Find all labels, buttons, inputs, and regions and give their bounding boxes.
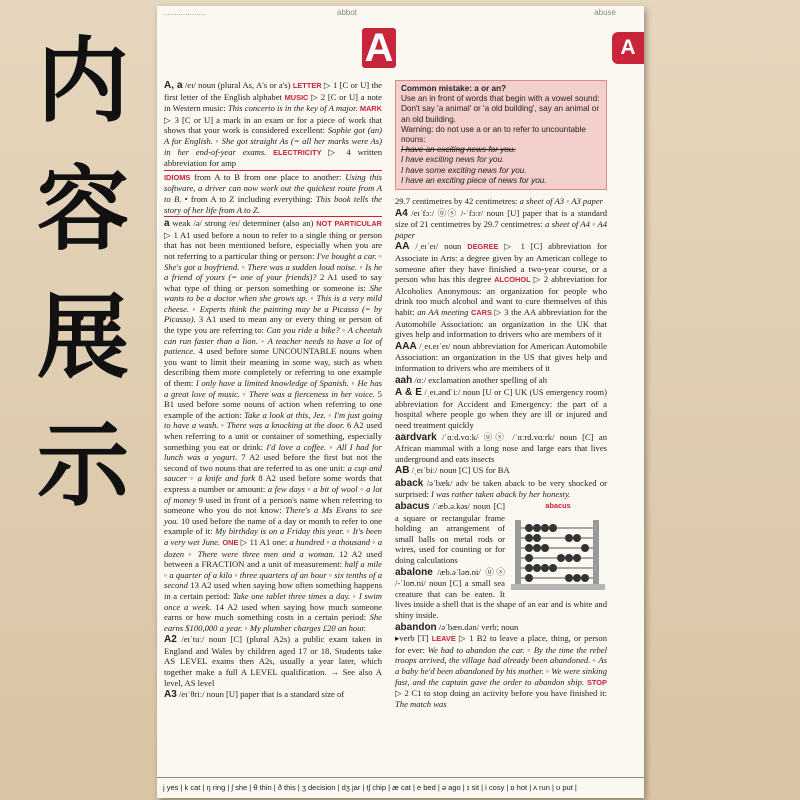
definition-text: 2 A1 used to say what type of thing or person something or someone is: [164, 272, 382, 293]
correct-example: I have an exciting piece of news for you. [401, 175, 547, 185]
entry-a-determiner [164, 218, 382, 633]
headword: a [164, 218, 170, 230]
example-text: Can you ride a bike? ◦ A cheetah can run faster than a lion. ◦ A teacher needs to have a lot of patience. [164, 325, 382, 357]
definition-text: /ˌeɪ.eɪˈeɪ/ noun abbreviation for American Automobile Association: an organization in the US that gives help and information to drivers who are members of it [395, 340, 607, 373]
abacus-icon [509, 512, 607, 592]
definition-text: ▷ 11 A1 one: [238, 536, 290, 547]
common-mistake-warning: Warning: do not use a or an to refer to uncountable nouns: [401, 124, 586, 145]
definition-text: weak /ə/ strong /eɪ/ determiner (also an) [169, 218, 317, 229]
headword: A & E [395, 387, 422, 399]
definition-text: ▷ 2 abbreviation for Alcoholics Anonymous: an organization for people who drink too much alcohol and want to cure themselves of this habit: [395, 274, 607, 317]
headword: AB [395, 465, 410, 477]
sense-label: ALCOHOL [494, 275, 531, 285]
sense-label: DEGREE [467, 242, 499, 252]
headword: abandon [395, 621, 437, 633]
headword: A4 [395, 207, 408, 219]
entry-aardvark [395, 432, 607, 465]
definition-text: /əˈbæk/ adv be taken aback to be very shocked or surprised: [395, 477, 607, 500]
sense-label: STOP [586, 677, 607, 687]
example-text: half a mile ◦ a quarter of a kilo ◦ three quarters of an hour ◦ six tenths of a second [164, 559, 382, 591]
common-mistake-box [395, 80, 607, 190]
definition-text: ▷ 3 the AA abbreviation for the Automobile Association: an organization in the UK that gives help and information to drivers who are members of it [395, 306, 607, 340]
example-text: a sheet of A3 ◦ A3 paper [519, 196, 603, 207]
sense-label: ELECTRICITY [273, 147, 322, 157]
common-mistake-text: Use an in front of words that begin with a vowel sound: Don't say 'a animal' or 'a old building', say an animal or an old building. [401, 94, 600, 124]
side-caption [28, 18, 138, 530]
example-text: a cup and saucer ◦ a knife and fork [164, 462, 382, 484]
example-text: I've bought a car. ◦ She's got a boyfriend. ◦ There was a sudden loud noise. ◦ Is he a friend of yours (= one of your friends)? [164, 250, 382, 283]
example-text: Take one tablet three times a day. ◦ I swim once a week. [164, 590, 383, 612]
definition-text: /ɑː/ exclamation another spelling of ah [412, 374, 548, 385]
definition-text: 5 B1 used before some nouns of action when referring to one example of the action: [164, 388, 382, 420]
example-text: My birthday is on a Friday this year. ◦ It's been a very wet June. [164, 526, 382, 547]
example-text: This book tells the story of her life from A to Z. [164, 193, 382, 215]
correct-example: I have exciting news for you. [401, 155, 505, 165]
example-text: I'd love a coffee. ◦ All I had for lunch was a yogurt. [164, 441, 382, 463]
example-text: I only have a limited knowledge of Spanish. ◦ He has a great love of music. ◦ There was a fierceness in her voice. [164, 378, 382, 399]
side-caption-char: 内 [36, 28, 129, 135]
section-letter: A [362, 28, 396, 68]
side-caption-char: 示 [36, 412, 129, 519]
example-text: The match was [395, 698, 447, 709]
definition-text: /ˈɑːd.vɑːk/ ⓤⓢ /ˈɑːrd.vɑːrk/ noun [C] an African mammal with a long nose and large ears that lives underground and eats insects [395, 431, 607, 464]
definition-text: ▷ 2 [C or U] a note in Western music: [164, 91, 382, 114]
definition-text: 6 A2 used when referring to a unit or container of something, especially something you eat or drink: [164, 420, 383, 452]
headword: abalone [395, 566, 433, 578]
sense-label: LETTER [292, 81, 322, 90]
definition-text: from A to B from one place to another: [190, 171, 346, 182]
entry-A [164, 80, 382, 169]
definition-text: /əˈbæn.dən/ verb; noun [436, 621, 519, 632]
headword: aback [395, 477, 424, 489]
example-text: a hundred ◦ a thousand ◦ a dozen ◦ There were three men and a woman. [164, 536, 382, 559]
headword: abacus [395, 501, 430, 513]
definition-text: /eɪˈθriː/ noun [U] paper that is a standard size of [176, 689, 345, 700]
wrong-example: I have an exciting news for you. [401, 145, 516, 155]
entry-AAA [395, 341, 607, 374]
right-column [395, 80, 607, 710]
example-text: We had to abandon the car. ◦ By the time the rebel troops arrived, the village had already been abandoned. ◦ As a baby he'd been abandoned by his mother. ◦ We were sinking fast, and the captain gave the order to abandon ship. [395, 644, 607, 687]
definition-text: 9 used in front of a person's name when referring to someone who you do not know: [164, 494, 382, 516]
left-column [164, 80, 382, 760]
headword: AA [395, 241, 410, 253]
common-mistake-title: Common mistake: a or an? [401, 84, 507, 93]
entry-AA [395, 241, 607, 339]
pronunciation-key-bar: j yes | k cat | ŋ ring | ʃ she | θ thin | ð this | ʒ decision | dʒ jar | tʃ chip | æ cat | e bed | ə ago | ɪ sit | i cosy | ɒ hot | ʌ run | ʊ put | [157, 777, 644, 798]
entry-A3 [164, 689, 382, 701]
dictionary-page [157, 6, 644, 798]
entry-A3-continued [395, 196, 607, 207]
example-text: She wants to be a doctor when she grows up. ◦ This is a very mild cheese. ◦ Experts think the painting may be a Picasso (= by Picasso). [164, 282, 382, 325]
example-text: a sheet of A4 ◦ A4 paper [395, 219, 607, 240]
example-text: I was rather taken aback by her honesty. [431, 489, 571, 500]
headword: A2 [164, 634, 177, 646]
abacus-illustration [509, 501, 607, 593]
definition-text: /eɪˈfɔː/ ⓤⓢ /-ˈfɔːr/ noun [U] paper that is a standard size of 21 centimetres by 29.7 centimetres: [395, 207, 607, 230]
entry-A-and-E [395, 387, 607, 430]
sense-label: CARS [471, 307, 492, 317]
definition-text: 14 A2 used when saying how much someone earns or how much something costs in a certain period: [164, 601, 382, 623]
example-text: She earns $100,000 a year. ◦ My plumber charges £20 an hour. [164, 612, 382, 633]
side-caption-char: 展 [36, 284, 129, 391]
headword: aah [395, 374, 413, 386]
entry-AB [395, 465, 607, 477]
example-text: an AA meeting [417, 306, 469, 317]
illustration-caption: abacus [545, 501, 571, 511]
example-text: a few days ◦ a bit of wool ◦ a lot of money [164, 483, 383, 505]
sense-label: NOT PARTICULAR [316, 219, 382, 229]
definition-text: ▷ 1 [C] abbreviation for Associate in Arts: a degree given by an American college to someone after they have finished a two-year course, or a person who has this degree [395, 241, 607, 285]
headword: AAA [395, 340, 417, 352]
headword: A3 [164, 689, 177, 701]
definition-text: ▸verb [T] [395, 633, 432, 644]
sense-label: ONE [222, 537, 239, 547]
running-head-mid: abbot [337, 8, 358, 17]
definition-text: /ˌeɪˈeɪ/ noun [409, 241, 468, 252]
example-text: Using this software, a driver can now work out the quickest route from A to B. [164, 171, 382, 204]
definition-text: 7 A2 used before the first but not the second of two nouns that are referred to as one unit: [164, 452, 382, 473]
definition-text: 3 A1 used to mean any or every thing or person of the type you are referring to: [164, 314, 382, 336]
definition-text: ▷ 3 [C or U] a mark in an exam or for a piece of work that shows that your work is considered excellent: [164, 114, 382, 136]
sense-label: LEAVE [431, 634, 456, 644]
definition-text: /eɪˈtuː/ noun [C] (plural A2s) a public exam taken in England and Wales by children aged 17 or 18. Students take AS LEVEL exams then A2s, usually a year later, which together make a full A LEVEL qualification. → See also A level, AS level [164, 634, 382, 688]
running-head-right: abuse [594, 8, 616, 17]
thumb-index-tab: A [612, 32, 644, 64]
example-text: There's a Ms Evans to see you. [164, 505, 382, 526]
entry-A4 [395, 208, 607, 241]
definition-text: • from A to Z including everything: [181, 193, 316, 204]
entry-aah [395, 375, 607, 387]
headword: A, a [164, 80, 183, 91]
definition-text: ▷ 1 B2 to leave a place, thing, or person for ever: [395, 633, 607, 655]
example-text: This concerto is in the key of A major. [227, 103, 358, 114]
definition-text: /ˈæb.ə.kəs/ noun [C] a square or rectangular frame holding an arrangement of small balls on metal rods or wires, used for counting or for doing calculations [395, 501, 505, 566]
definition-text: /æb.əˈləʊ.ni/ ⓤⓢ /-ˈloʊ.ni/ noun [C] a small sea creature that can be eaten. It lives inside a shell that is the shape of an ear and is white and shiny inside. [395, 566, 607, 620]
entry-A2 [164, 634, 382, 688]
definition-text: ▷ 4 written abbreviation for amp [164, 146, 382, 169]
headword: aardvark [395, 431, 437, 443]
entry-abandon [395, 622, 607, 710]
example-text: Sophie got (an) A for English. ◦ She got straight As (= all her marks were As) in her end-of-year exams. [164, 125, 382, 157]
definition-text: 8 A2 used before some words that express a number or amount: [164, 473, 382, 494]
definition-text: /eɪ/ noun (plural As, A's or a's) [182, 80, 293, 90]
definition-text: ▷ 1 A1 used before a noun to refer to a single thing or person that has not been mentioned before, especially when you are not referring to a particular thing or person: [164, 229, 382, 261]
correct-example: I have some exciting news for you. [401, 165, 527, 175]
definition-text: 13 A2 used when saying how often something happens in a certain period: [164, 580, 382, 601]
definition-text: 10 used before the name of a day or month to refer to one example of it: [164, 515, 382, 537]
sense-label: MARK [359, 104, 382, 114]
definition-text: 12 A2 used between a FRACTION and a unit of measurement: [164, 548, 382, 570]
running-head-left: ................... [163, 8, 206, 17]
definition-text: 4 used before some UNCOUNTABLE nouns when you want to limit their meaning in some way, such as when describing them more completely or referring to one example of them: [164, 346, 382, 389]
definition-text: ▷ 2 C1 to stop doing an activity before you have finished it: [395, 688, 607, 699]
example-text: Take a look at this, Jez. ◦ I'm just going to have a wash. ◦ There was a knocking at the door. [164, 409, 382, 431]
definition-text: /ˌeɪ.əndˈiː/ noun [U or C] UK (US emergency room) abbreviation for Accident and Emergency: the part of a hospital where people go when they are ill or injured and need treatment quickly [395, 387, 607, 430]
definition-text: /ˌeɪˈbiː/ noun [C] US for BA [409, 465, 510, 476]
idioms-box [164, 170, 382, 217]
side-caption-char: 容 [36, 156, 129, 263]
sense-label: MUSIC [284, 92, 309, 102]
entry-aback [395, 478, 607, 500]
definition-text: ▷ 1 [C or U] the first letter of the English alphabet [164, 80, 382, 102]
idioms-label: IDIOMS [164, 172, 191, 182]
definition-text: 29.7 centimetres by 42 centimetres: [395, 196, 520, 207]
